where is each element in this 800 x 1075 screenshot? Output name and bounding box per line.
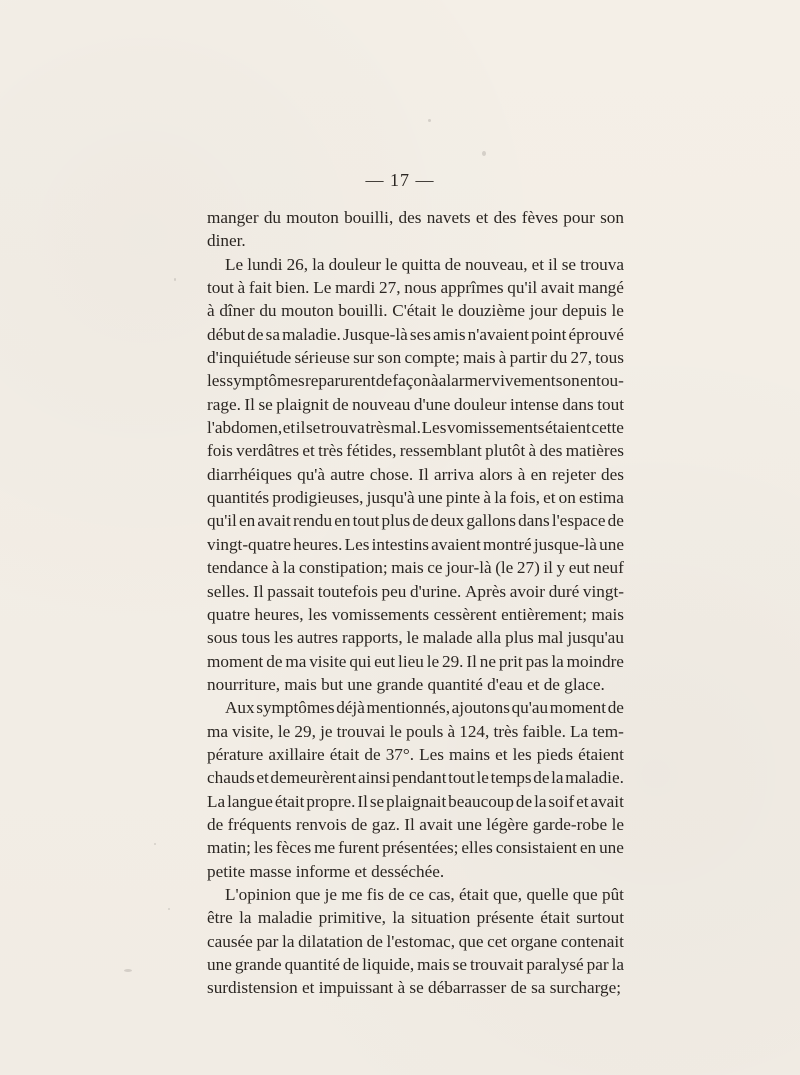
text-line: diner. (207, 231, 246, 251)
text-line: une grande quantité de liquide, mais se trouvait paralysé par la (207, 955, 624, 974)
text-line: diarrhéiques qu'à autre chose. Il arriva alors à en rejeter des (207, 464, 624, 484)
text-line: surdistension et impuissant à se débarrasser de sa surcharge; (207, 978, 621, 998)
page-number: — 17 — (365, 170, 435, 190)
text-line: petite masse informe et desséchée. (207, 861, 445, 881)
text-line: causée par la dilatation de l'estomac, que cet organe contenait (207, 931, 624, 951)
text-line: sous tous les autres rapports, le malade alla plus mal jusqu'au (207, 628, 624, 648)
text-line: La langue était propre. Il se plaignait beaucoup de la soif et avait (207, 791, 624, 811)
paper-speck (154, 843, 156, 845)
paper-speck (124, 969, 132, 972)
text-line: pérature axillaire était de 37°. Les mains et les pieds étaient (207, 744, 624, 764)
text-line: manger du mouton bouilli, des navets et des fèves pour son (207, 208, 624, 227)
text-line: les symptômes reparurent de façon à alarmer vivement son entou- (207, 371, 624, 391)
text-line: Le lundi 26, la douleur le quitta de nouveau, et il se trouva (225, 254, 624, 274)
text-line: rage. Il se plaignit de nouveau d'une douleur intense dans tout (207, 394, 624, 414)
paper-speck (428, 119, 431, 122)
text-line: à dîner du mouton bouilli. C'était le douzième jour depuis le (207, 301, 624, 321)
text-line: quantités prodigieuses, jusqu'à une pinte à la fois, et on estima (207, 488, 624, 508)
text-line: tout à fait bien. Le mardi 27, nous apprîmes qu'il avait mangé (207, 278, 624, 298)
text-line: quatre heures, les vomissements cessèrent entièrement; mais (207, 604, 624, 624)
paper-speck (174, 278, 176, 281)
text-line: d'inquiétude sérieuse sur son compte; mais à partir du 27, tous (207, 348, 624, 368)
body-text (207, 206, 624, 1000)
text-line: Aux symptômes déjà mentionnés, ajoutons qu'au moment de (225, 698, 624, 718)
text-line: ma visite, le 29, je trouvai le pouls à 124, très faible. La tem- (207, 721, 624, 741)
text-line: tendance à la constipation; mais ce jour-là (le 27) il y eut neuf (207, 558, 624, 578)
paper-speck (482, 151, 486, 156)
text-line: L'opinion que je me fis de ce cas, était que, quelle que pût (225, 884, 624, 904)
text-line: matin; les fèces me furent présentées; elles consistaient en une (207, 838, 624, 858)
text-line: de fréquents renvois de gaz. Il avait une légère garde-robe le (207, 814, 624, 834)
text-line: nourriture, mais but une grande quantité d'eau et de glace. (207, 674, 605, 694)
text-line: vingt-quatre heures. Les intestins avaient montré jusque-là une (207, 534, 624, 554)
text-line: début de sa maladie. Jusque-là ses amis n'avaient point éprouvé (207, 324, 624, 344)
text-line: selles. Il passait toutefois peu d'urine. Après avoir duré vingt- (207, 581, 624, 601)
text-line: être la maladie primitive, la situation présente était surtout (207, 908, 624, 928)
text-line: qu'il en avait rendu en tout plus de deux gallons dans l'espace de (207, 511, 624, 531)
text-line: moment de ma visite qui eut lieu le 29. Il ne prit pas la moindre (207, 651, 624, 671)
text-line: l'abdomen, et il se trouva très mal. Les vomissements étaient cette (207, 418, 624, 438)
text-line: chauds et demeurèrent ainsi pendant tout le temps de la maladie. (207, 768, 624, 788)
text-line: fois verdâtres et très fétides, ressemblant plutôt à des matières (207, 441, 624, 461)
paper-speck (168, 908, 170, 910)
